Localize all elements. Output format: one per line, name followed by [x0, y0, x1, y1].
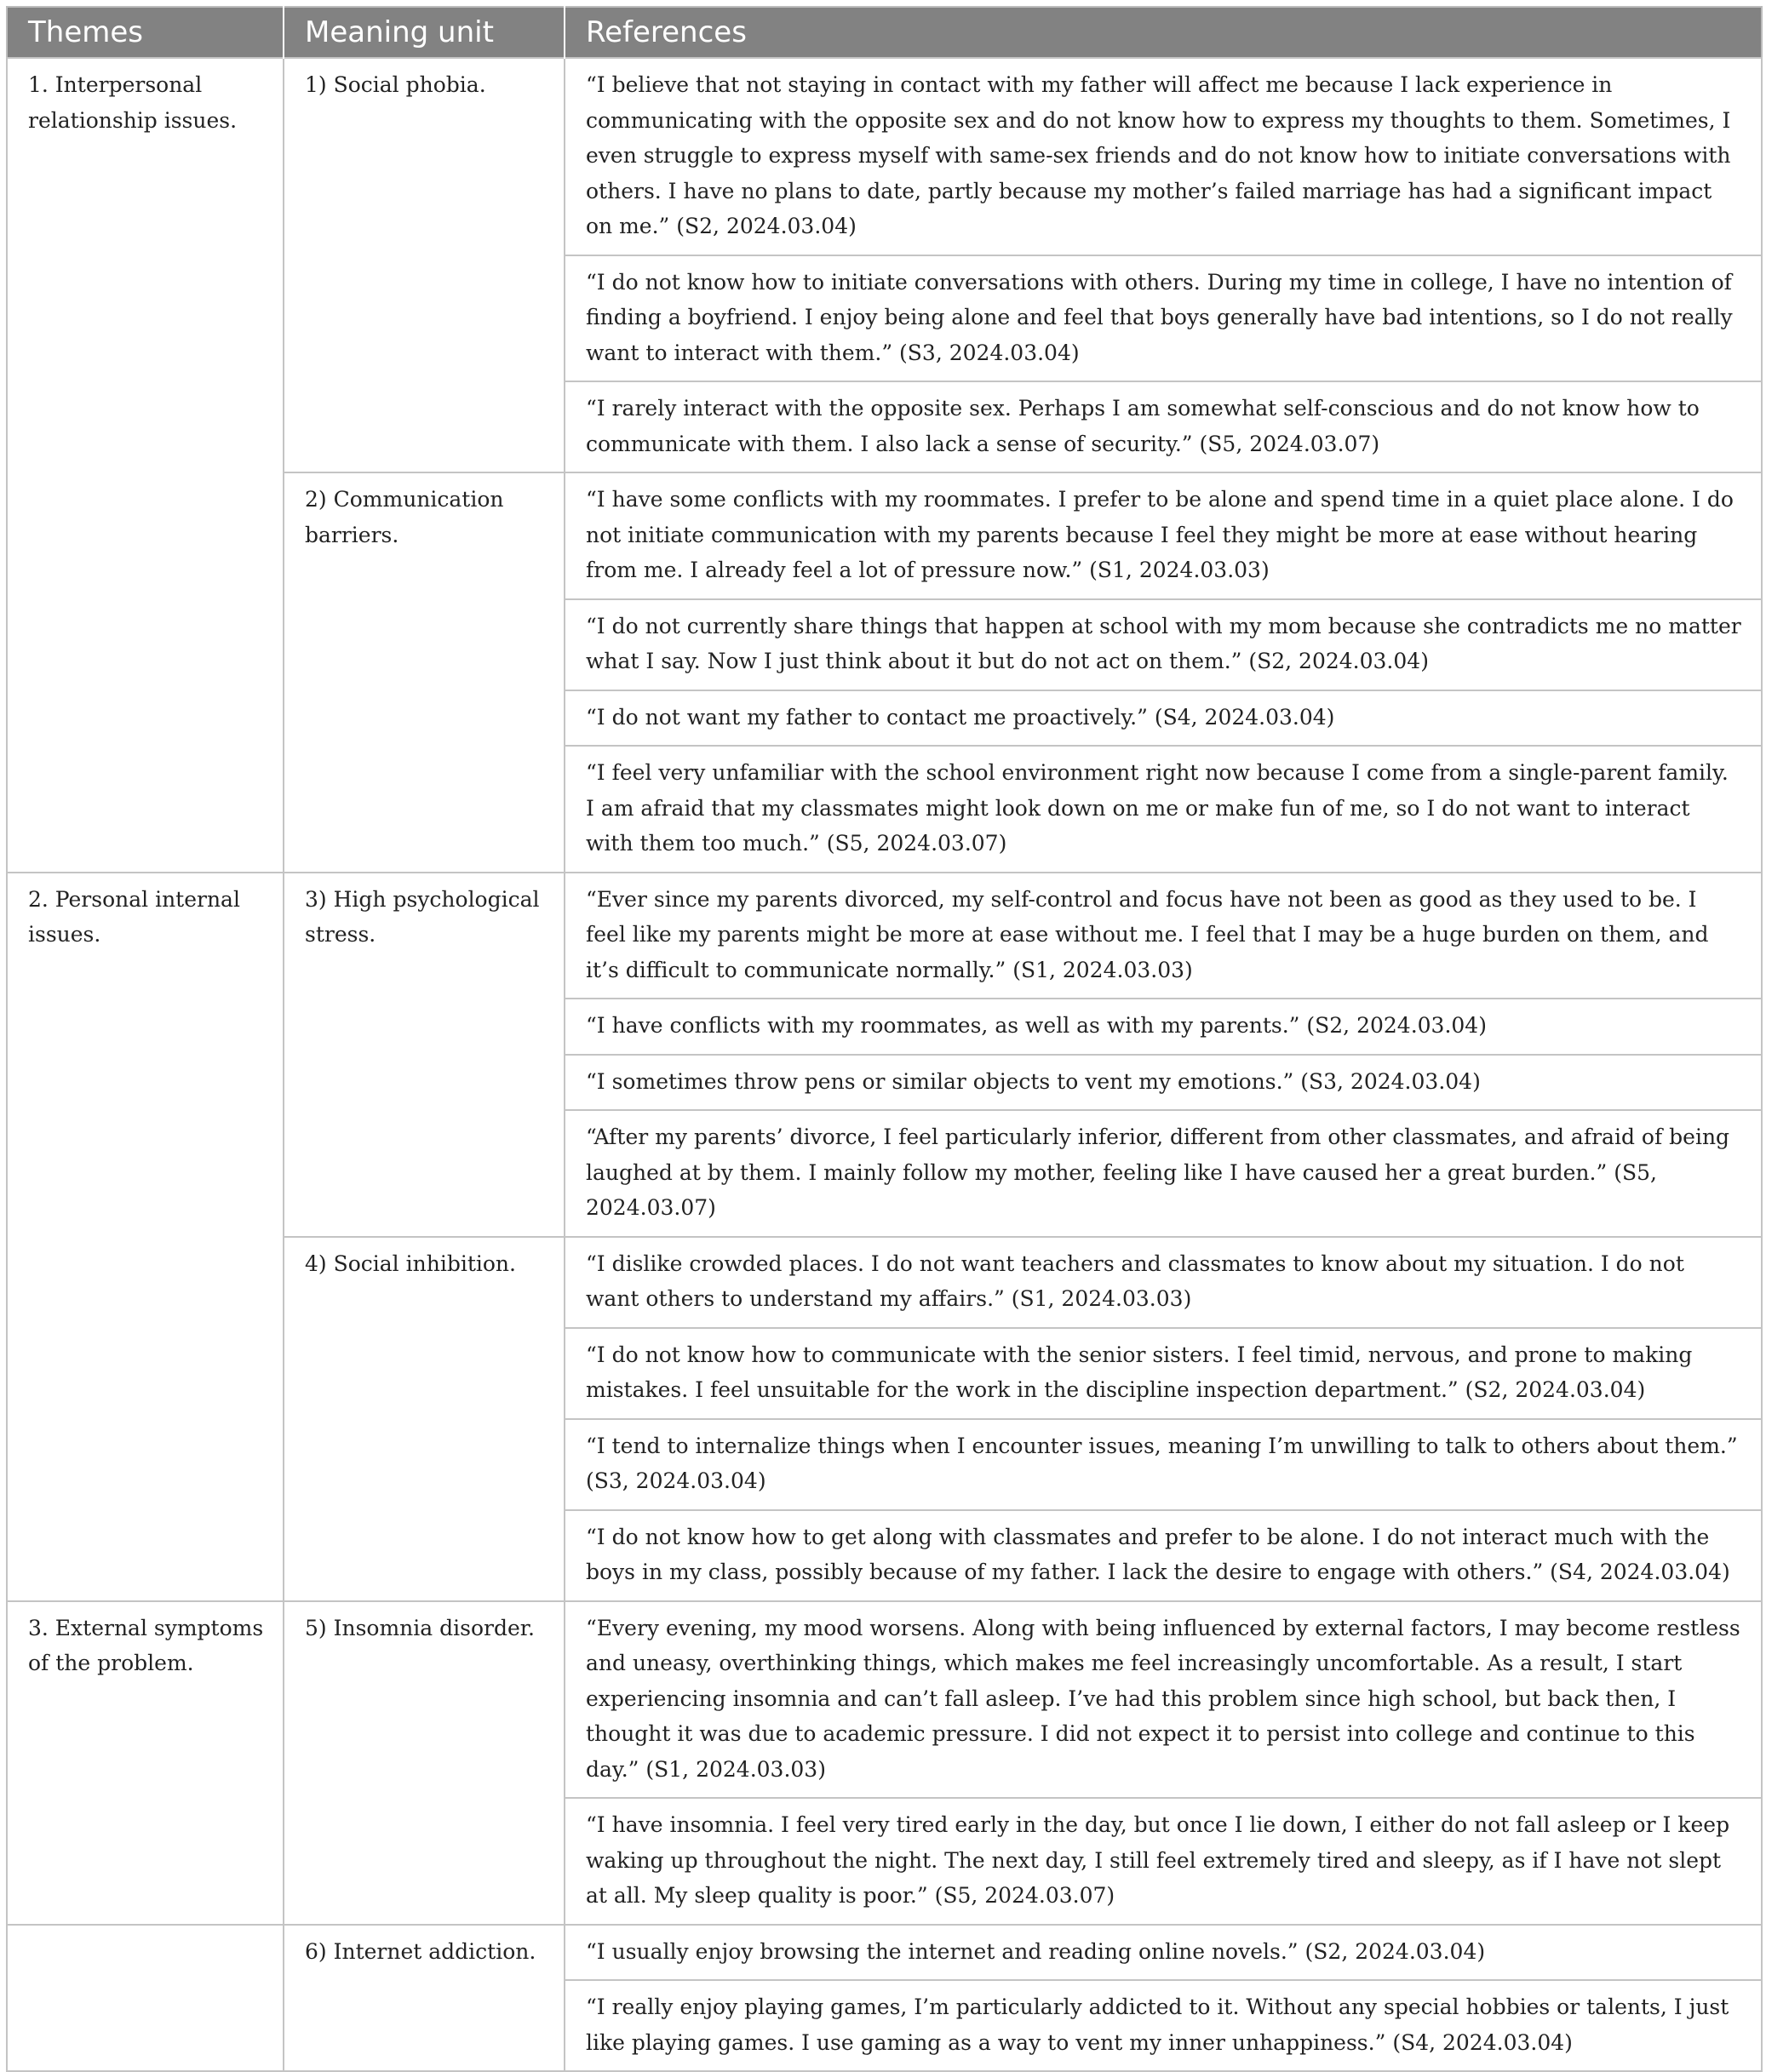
reference-cell: “I do not know how to communicate with the senior sisters. I feel timid, nervous, and prone to making mistakes. I feel unsuitable for the work in the discipline inspection department.” (S2, 2024.03.04): [565, 1328, 1762, 1419]
table-header: [7, 7, 1762, 58]
reference-cell: “I tend to internalize things when I encounter issues, meaning I’m unwilling to talk to others about them.” (S3, 2024.03.04): [565, 1419, 1762, 1510]
meaning-unit-cell: 5) Insomnia disorder.: [284, 1601, 565, 1925]
meaning-unit-cell: 6) Internet addiction.: [284, 1925, 565, 2072]
reference-cell: “I really enjoy playing games, I’m particularly addicted to it. Without any special hobbies or talents, I just like playing games. I use gaming as a way to vent my inner unhappiness.” (S4, 2024.03.04): [565, 1980, 1762, 2071]
meaning-unit-cell: 2) Communication barriers.: [284, 472, 565, 873]
table-row: [7, 1925, 1762, 1981]
reference-cell: “I do not know how to get along with classmates and prefer to be alone. I do not interact much with the boys in my class, possibly because of my father. I lack the desire to engage with others.” (S4, 2024.03.04): [565, 1510, 1762, 1601]
theme-cell: 1. Interpersonal relationship issues.: [7, 58, 284, 873]
reference-cell: “I sometimes throw pens or similar objects to vent my emotions.” (S3, 2024.03.04): [565, 1055, 1762, 1111]
reference-cell: “I have conflicts with my roommates, as well as with my parents.” (S2, 2024.03.04): [565, 999, 1762, 1055]
reference-cell: “I do not currently share things that happen at school with my mom because she contradicts me no matter what I say. Now I just think about it but do not act on them.” (S2, 2024.03.04): [565, 599, 1762, 690]
themes-table-container: [6, 6, 1761, 2072]
table-body: [7, 58, 1762, 2071]
header-references: References: [565, 7, 1762, 58]
theme-cell: 3. External symptoms of the problem.: [7, 1601, 284, 1925]
reference-cell: “Ever since my parents divorced, my self-control and focus have not been as good as they used to be. I feel like my parents might be more at ease without me. I feel that I may be a huge burden on them, and it’s difficult to communicate normally.” (S1, 2024.03.03): [565, 873, 1762, 999]
reference-cell: “After my parents’ divorce, I feel particularly inferior, different from other classmates, and afraid of being laughed at by them. I mainly follow my mother, feeling like I have caused her a great burden.” (S5, 2024.03.07): [565, 1110, 1762, 1237]
header-meaning-unit: Meaning unit: [284, 7, 565, 58]
reference-cell: “I do not want my father to contact me proactively.” (S4, 2024.03.04): [565, 690, 1762, 747]
reference-cell: “I feel very unfamiliar with the school environment right now because I come from a single-parent family. I am afraid that my classmates might look down on me or make fun of me, so I do not want to interact with them too much.” (S5, 2024.03.07): [565, 746, 1762, 873]
reference-cell: “I do not know how to initiate conversations with others. During my time in college, I have no intention of finding a boyfriend. I enjoy being alone and feel that boys generally have bad intentions, so I do not really want to interact with them.” (S3, 2024.03.04): [565, 255, 1762, 382]
meaning-unit-cell: 3) High psychological stress.: [284, 873, 565, 1237]
table-row: [7, 873, 1762, 999]
reference-cell: “I usually enjoy browsing the internet and reading online novels.” (S2, 2024.03.04): [565, 1925, 1762, 1981]
reference-cell: “I rarely interact with the opposite sex. Perhaps I am somewhat self-conscious and do not know how to communicate with them. I also lack a sense of security.” (S5, 2024.03.07): [565, 381, 1762, 472]
reference-cell: “I believe that not staying in contact with my father will affect me because I lack experience in communicating with the opposite sex and do not know how to express my thoughts to them. Sometimes, I even struggle to express myself with same-sex friends and do not know how to initiate conversations with others. I have no plans to date, partly because my mother’s failed marriage has had a significant impact on me.” (S2, 2024.03.04): [565, 58, 1762, 255]
reference-cell: “I dislike crowded places. I do not want teachers and classmates to know about my situation. I do not want others to understand my affairs.” (S1, 2024.03.03): [565, 1237, 1762, 1328]
table-row: [7, 58, 1762, 255]
theme-cell: [7, 1925, 284, 2072]
reference-cell: “I have insomnia. I feel very tired early in the day, but once I lie down, I either do not fall asleep or I keep waking up throughout the night. The next day, I still feel extremely tired and sleepy, as if I have not slept at all. My sleep quality is poor.” (S5, 2024.03.07): [565, 1798, 1762, 1925]
header-row: [7, 7, 1762, 58]
reference-cell: “Every evening, my mood worsens. Along with being influenced by external factors, I may become restless and uneasy, overthinking things, which makes me feel increasingly uncomfortable. As a result, I start experiencing insomnia and can’t fall asleep. I’ve had this problem since high school, but back then, I thought it was due to academic pressure. I did not expect it to persist into college and continue to this day.” (S1, 2024.03.03): [565, 1601, 1762, 1799]
table-row: [7, 1601, 1762, 1799]
meaning-unit-cell: 4) Social inhibition.: [284, 1237, 565, 1601]
theme-cell: 2. Personal internal issues.: [7, 873, 284, 1601]
reference-cell: “I have some conflicts with my roommates. I prefer to be alone and spend time in a quiet place alone. I do not initiate communication with my parents because I feel they might be more at ease without hearing from me. I already feel a lot of pressure now.” (S1, 2024.03.03): [565, 472, 1762, 599]
header-themes: Themes: [7, 7, 284, 58]
themes-table: [6, 6, 1763, 2072]
meaning-unit-cell: 1) Social phobia.: [284, 58, 565, 472]
